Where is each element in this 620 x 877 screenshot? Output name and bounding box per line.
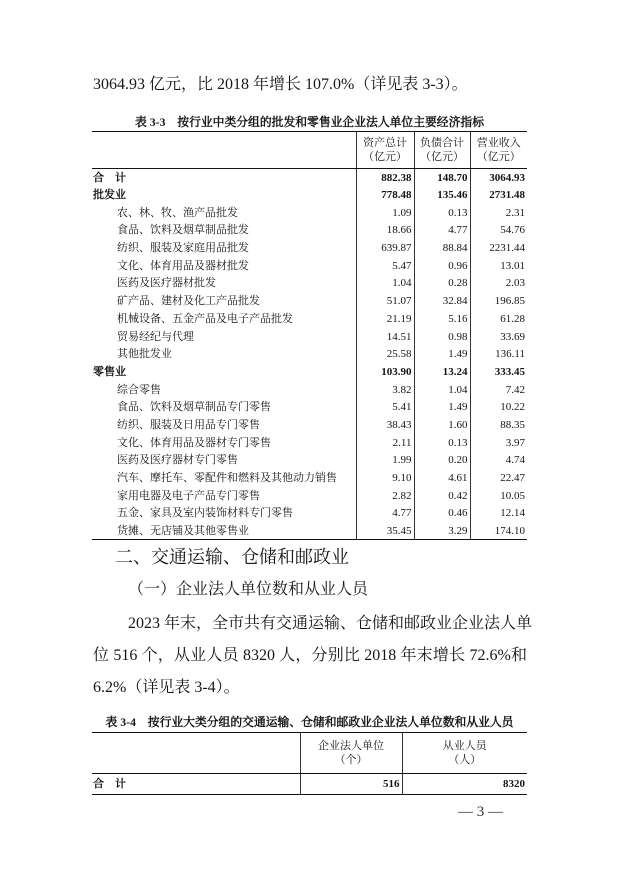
table-row (92, 345, 527, 363)
row-label: 机械设备、五金产品及电子产品批发 (117, 312, 293, 325)
table-3-3-title: 表 3-3 按行业中类分组的批发和零售业企业法人单位主要经济指标 (135, 115, 484, 129)
table-row (92, 469, 527, 487)
header-unit: （亿元） (476, 151, 521, 163)
row-label: 食品、饮料及烟草制品批发 (117, 224, 249, 237)
row-label: 五金、家具及室内装饰材料专门零售 (117, 507, 293, 520)
section-heading: 二、交通运输、仓储和邮政业 (115, 547, 349, 568)
row-value: 882.38 (356, 169, 414, 187)
table-row (92, 239, 527, 257)
table-row (92, 257, 527, 275)
table-row (92, 452, 527, 470)
row-label: 矿产品、建材及化工产品批发 (117, 295, 260, 308)
row-value: 5.41 (356, 398, 414, 416)
row-value: 2731.48 (470, 186, 527, 204)
table-header-row (92, 132, 527, 169)
row-label: 家用电器及电子产品专门零售 (117, 489, 260, 502)
row-label: 文化、体育用品及器材专门零售 (117, 436, 271, 449)
row-value: 33.69 (470, 328, 527, 346)
table-row (92, 398, 527, 416)
row-value: 32.84 (414, 292, 470, 310)
row-value: 148.70 (414, 169, 470, 187)
row-value: 3.82 (356, 381, 414, 399)
row-value: 61.28 (470, 310, 527, 328)
row-value: 13.01 (470, 257, 527, 275)
row-label: 医药及医疗器材专门零售 (117, 454, 238, 467)
total-row (92, 774, 527, 795)
table-row (92, 328, 527, 346)
row-value: 639.87 (356, 239, 414, 257)
table-row (92, 522, 527, 540)
row-value: 14.51 (356, 328, 414, 346)
row-value: 0.46 (414, 505, 470, 523)
table-body (92, 774, 527, 795)
row-value: 51.07 (356, 292, 414, 310)
row-value: 1.04 (414, 381, 470, 399)
row-value: 2.82 (356, 487, 414, 505)
header-unit: （亿元） (363, 151, 407, 163)
row-value: 22.47 (470, 469, 527, 487)
header-revenue (470, 132, 527, 169)
header-unit: （人） (448, 754, 482, 766)
row-value: 2.11 (356, 434, 414, 452)
row-value: 1.99 (356, 452, 414, 470)
row-label: 零售业 (93, 365, 126, 378)
row-value: 516 (300, 774, 402, 795)
header-name: 从业人员 (442, 740, 487, 752)
header-assets (356, 132, 414, 169)
row-value: 8320 (402, 774, 527, 795)
table-3-3 (92, 131, 527, 540)
row-label: 其他批发业 (117, 348, 172, 361)
row-value: 38.43 (356, 416, 414, 434)
subsection-heading: （一）企业法人单位数和从业人员 (128, 581, 369, 598)
table-row (92, 487, 527, 505)
row-value: 3.97 (470, 434, 527, 452)
row-value: 5.16 (414, 310, 470, 328)
header-name: 负债合计 (420, 137, 464, 149)
page-number: — 3 — (458, 804, 503, 820)
group-row (92, 186, 527, 204)
row-label: 合 计 (93, 171, 126, 184)
row-value: 196.85 (470, 292, 527, 310)
row-value: 13.24 (414, 363, 470, 381)
paragraph-line: 6.2%（详见表 3-4）。 (93, 679, 240, 696)
row-value: 4.77 (414, 222, 470, 240)
row-value: 10.22 (470, 398, 527, 416)
row-value: 12.14 (470, 505, 527, 523)
row-value: 1.04 (356, 275, 414, 293)
row-value: 0.42 (414, 487, 470, 505)
row-label: 农、林、牧、渔产品批发 (117, 206, 238, 219)
table-row (92, 310, 527, 328)
table-row (92, 204, 527, 222)
header-name: 资产总计 (363, 137, 407, 149)
row-value: 2.03 (470, 275, 527, 293)
row-value: 1.49 (414, 398, 470, 416)
table-3-4-title: 表 3-4 按行业大类分组的交通运输、仓储和邮政业企业法人单位数和从业人员 (105, 715, 514, 729)
paragraph-line: 2023 年末，全市共有交通运输、仓储和邮政业企业法人单 (128, 615, 533, 632)
row-value: 103.90 (356, 363, 414, 381)
row-value: 4.74 (470, 452, 527, 470)
row-value: 88.35 (470, 416, 527, 434)
row-value: 4.77 (356, 505, 414, 523)
row-value: 2231.44 (470, 239, 527, 257)
header-name: 营业收入 (476, 137, 521, 149)
table-3-4 (92, 732, 527, 795)
row-label: 汽车、摩托车、零配件和燃料及其他动力销售 (117, 472, 337, 485)
row-value: 21.19 (356, 310, 414, 328)
row-value: 0.13 (414, 204, 470, 222)
header-name: 企业法人单位 (318, 740, 384, 752)
row-value: 35.45 (356, 522, 414, 540)
row-value: 88.84 (414, 239, 470, 257)
total-row (92, 169, 527, 187)
header-blank (92, 132, 356, 169)
row-value: 0.98 (414, 328, 470, 346)
row-value: 778.48 (356, 186, 414, 204)
row-value: 2.31 (470, 204, 527, 222)
row-value: 0.20 (414, 452, 470, 470)
header-unit: （亿元） (420, 151, 464, 163)
row-label: 贸易经纪与代理 (117, 330, 194, 343)
row-value: 25.58 (356, 345, 414, 363)
row-label: 综合零售 (117, 383, 161, 396)
header-enterprises (300, 733, 402, 774)
row-value: 10.05 (470, 487, 527, 505)
row-value: 1.09 (356, 204, 414, 222)
table-row (92, 505, 527, 523)
row-value: 136.11 (470, 345, 527, 363)
row-label: 食品、饮料及烟草制品专门零售 (117, 401, 271, 414)
row-value: 18.66 (356, 222, 414, 240)
header-unit: （个） (334, 754, 368, 766)
table-row (92, 434, 527, 452)
row-value: 0.13 (414, 434, 470, 452)
table-row (92, 275, 527, 293)
row-value: 9.10 (356, 469, 414, 487)
table-row (92, 222, 527, 240)
row-label: 纺织、服装及日用品专门零售 (117, 418, 260, 431)
row-value: 1.60 (414, 416, 470, 434)
table-row (92, 381, 527, 399)
row-value: 4.61 (414, 469, 470, 487)
row-value: 0.28 (414, 275, 470, 293)
header-employees (402, 733, 527, 774)
row-value: 333.45 (470, 363, 527, 381)
row-label: 合 计 (93, 778, 126, 790)
row-value: 5.47 (356, 257, 414, 275)
row-value: 135.46 (414, 186, 470, 204)
header-liabilities (414, 132, 470, 169)
table-row (92, 292, 527, 310)
row-label: 批发业 (93, 189, 126, 202)
group-row (92, 363, 527, 381)
row-value: 3064.93 (470, 169, 527, 187)
row-value: 0.96 (414, 257, 470, 275)
row-value: 54.76 (470, 222, 527, 240)
table-header-row (92, 733, 527, 774)
header-blank (92, 733, 300, 774)
paragraph-line: 位 516 个，从业人员 8320 人，分别比 2018 年末增长 72.6%和 (93, 647, 527, 664)
row-value: 3.29 (414, 522, 470, 540)
row-label: 纺织、服装及家庭用品批发 (117, 242, 249, 255)
row-label: 货摊、无店铺及其他零售业 (117, 524, 249, 537)
row-value: 174.10 (470, 522, 527, 540)
row-value: 1.49 (414, 345, 470, 363)
table-row (92, 416, 527, 434)
row-label: 医药及医疗器材批发 (117, 277, 216, 290)
row-value: 7.42 (470, 381, 527, 399)
intro-text-line: 3064.93 亿元，比 2018 年增长 107.0%（详见表 3-3）。 (93, 76, 468, 93)
table-body (92, 169, 527, 540)
row-label: 文化、体育用品及器材批发 (117, 259, 249, 272)
